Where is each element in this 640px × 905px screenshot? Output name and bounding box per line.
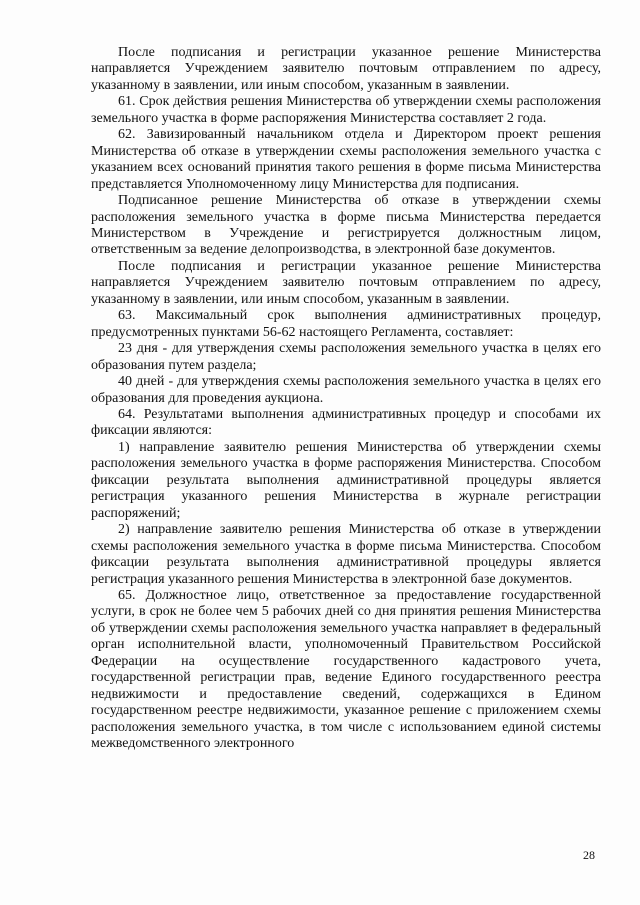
paragraph-62: 62. Завизированный начальником отдела и Директором проект решения Министерства об отказе в утверждении схемы расположения земельного участка с указанием всех оснований принятия такого решения в форме письма Министерства представляется Уполномоченному лицу Министерства для подписания. <box>91 127 601 192</box>
page-number: 28 <box>583 848 595 862</box>
paragraph-refusal-delivery: После подписания и регистрации указанное решение Министерства направляется Учреждением заявителю почтовым отправлением по адресу, указанному в заявлении, или иным способом, указанным в заявлении. <box>91 258 601 307</box>
paragraph-63: 63. Максимальный срок выполнения административных процедур, предусмотренных пунктами 56-62 настоящего Регламента, составляет: <box>91 308 601 340</box>
document-body <box>91 45 601 752</box>
paragraph-65: 65. Должностное лицо, ответственное за предоставление государственной услуги, в срок не более чем 5 рабочих дней со дня принятия решения Министерства об утверждении схемы расположения земельного участка направляет в федеральный орган исполнительной власти, уполномоченный Правительством Российской Федерации на осуществление государственного кадастрового учета, государственной регистрации прав, ведение Единого государственного реестра недвижимости и предоставление сведений, содержащихся в Едином государственном реестре недвижимости, указанное решение с приложением схемы расположения земельного участка, в том числе с использованием единой системы межведомственного электронного <box>91 587 601 752</box>
paragraph-64: 64. Результатами выполнения административных процедур и способами их фиксации являются: <box>91 406 601 439</box>
paragraph-term-23-days: 23 дня - для утверждения схемы расположения земельного участка в целях его образования путем раздела; <box>91 341 601 373</box>
paragraph-term-40-days: 40 дней - для утверждения схемы расположения земельного участка в целях его образования для проведения аукциона. <box>91 374 601 406</box>
paragraph-61: 61. Срок действия решения Министерства об утверждении схемы расположения земельного участка в форме распоряжения Министерства составляет 2 года. <box>91 94 601 126</box>
paragraph-64-item-2: 2) направление заявителю решения Министерства об отказе в утверждении схемы расположения земельного участка в форме письма Министерства. Способом фиксации результата выполнения административной процедуры является регистрация указанного решения Министерства в электронной базе документов. <box>91 522 601 587</box>
paragraph-64-item-1: 1) направление заявителю решения Министерства об утверждении схемы расположения земельного участка в форме распоряжения Министерства. Способом фиксации результата выполнения административной процедуры является регистрация указанного решения Министерства в журнале регистрации распоряжений; <box>91 439 601 521</box>
paragraph-refusal-registration: Подписанное решение Министерства об отказе в утверждении схемы расположения земельного участка в форме письма Министерства передается Министерством в Учреждение и регистрируется должностным лицом, ответственным за ведение делопроизводства, в электронной базе документов. <box>91 193 601 258</box>
paragraph-delivery-after-signing: После подписания и регистрации указанное решение Министерства направляется Учреждением заявителю почтовым отправлением по адресу, указанному в заявлении, или иным способом, указанным в заявлении. <box>91 45 601 93</box>
